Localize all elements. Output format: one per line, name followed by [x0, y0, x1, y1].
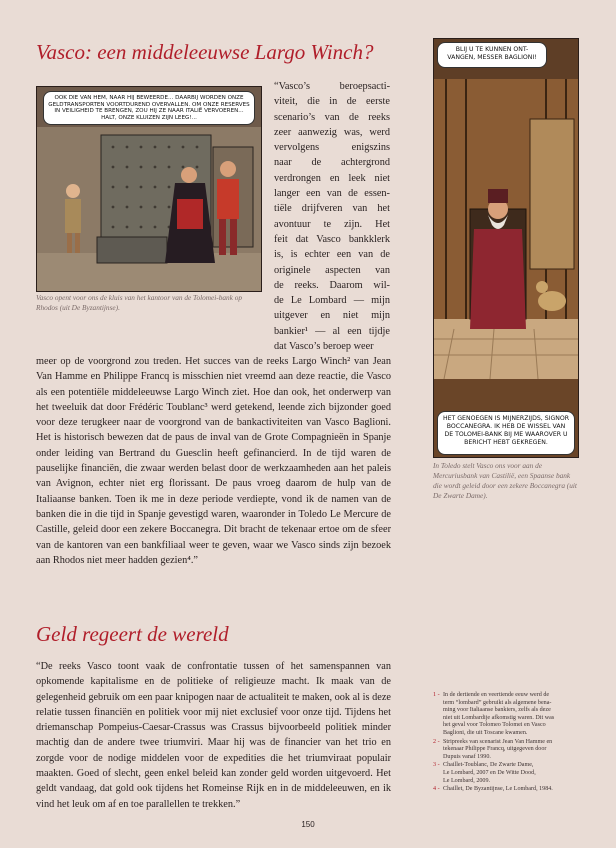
section-title-vasco: Vasco: een middeleeuwse Largo Winch?: [36, 40, 374, 64]
footnote-line: Baglioni, die uit Toscane kwamen.: [443, 729, 528, 736]
footnote-1: [433, 692, 583, 738]
comic-panel-toledo: [433, 38, 579, 458]
intro-line: uitgever en niet mijn: [274, 310, 390, 322]
intro-column: [274, 79, 390, 354]
footnote-3: [433, 762, 583, 785]
footnote-number: 1 -: [433, 692, 440, 698]
intro-line: de reeks. Daarom wil-: [274, 279, 390, 291]
footnote-text: [443, 762, 536, 785]
footnote-4: [433, 786, 583, 794]
caption-vault: Vasco opent voor ons de kluis van het kantoor van de Tolomei-bank op Rhodos (uit De Byzantijnse).: [36, 293, 243, 312]
footnotes: [433, 692, 583, 795]
toledo-illustration: [434, 39, 578, 457]
footnote-line: Stripreeks van scenarist Jean Van Hamme en: [443, 738, 553, 745]
footnote-text: [443, 786, 553, 794]
intro-line: scenario’s van de reeks: [274, 111, 390, 123]
intro-line: verdrongen en leek niet: [274, 172, 390, 184]
footnote-line: tekenaar Philippe Francq, uitgegeven door: [443, 746, 547, 753]
footnote-line: Chaillet, De Byzantijnse, Le Lombard, 1984.: [443, 786, 553, 793]
speech-bubble-vault: OOK DIE VAN HEM, NAAR HIJ BEWEERDE... DAARBIJ WORDEN ONZE GELDTRANSPORTEN VOORTDUREND OVERVALLEN. OM ONZE RESERVES IN VEILIGHEID TE BRENGEN, ZOU HIJ ZE NAAR ITALIË VERVOEREN... HALT, ONZE KLUIZEN ZIJN LEEG!...: [43, 91, 255, 125]
footnote-line: Chaillet-Toublanc, De Zwarte Dame,: [443, 762, 534, 769]
intro-line: bankier¹ — al een tijdje: [274, 325, 390, 337]
comic-panel-vault: [36, 86, 262, 292]
footnote-line: term “lombard” gebruikt als algemene bena-: [443, 699, 552, 706]
footnote-number: 2 -: [433, 738, 440, 745]
vasco-paragraph-text: meer op de voorgrond zou treden. Het succes van de reeks Largo Winch² van Jean Van Hamme en Philippe Francq is misschien niet vreemd aan deze reactie, die Vasco als een potentiële middeleeuwse Largo Winch ziet. Hoe dan ook, het onderwerp van het tweeluik dat door Frédéric Toublanc³ werd getekend, leende zich bijzonder goed voor deze terugkeer naar de voorgrond van de bankactiviteiten van Vasco Baglioni. Het is historisch bewezen dat de paus de inval van de Grote Compagnieën in Spanje onder leiding van Bertrand du Guesclin heeft gefinancierd. In de tijd waren de pauselijke financiën, die zwaar werden belast door de werkzaamheden aan het paleis van Avignon, echter niet erg florissant. De paus vroeg daarom de hulp van de Italiaanse banken. Toen ik me in deze periode verdiepte, vond ik de namen van de banken die in die tijd in Spanje gevestigd waren, waaronder in Toledo Le Mercure de Castille, geleid door een zekere Boccanegra. Dit bracht de tekenaar ertoe om de sfeer van de kantoren van een bankfiliaal weer te geven, waar we Vasco sinds zijn bezoek aan Rhodos niet meer hadden gezien⁴.”: [36, 356, 391, 566]
footnote-text: [443, 739, 552, 762]
intro-line: dat Vasco’s beroep weer: [274, 341, 374, 353]
geld-paragraph: [36, 659, 391, 812]
intro-line: vervolgens enigszins: [274, 142, 390, 154]
footnote-line: Le Lombard, 2007 en De Witte Dood,: [443, 769, 536, 776]
intro-line: tiële drijfveren van het: [274, 203, 390, 215]
footnote-line: het geval voor Tolomeo Tolomei en Vasco: [443, 722, 546, 729]
vasco-paragraph: [36, 354, 391, 568]
caption-toledo: In Toledo stelt Vasco ons voor aan de Mercuriusbank van Castilië, een Spaanse bank die wordt geleid door een zekere Boccanegra (uit De Zwarte Dame).: [433, 461, 577, 500]
footnote-line: niet uit Lombardije afkomstig waren. Dit was: [443, 714, 555, 721]
intro-line: originele aspecten van: [274, 264, 390, 276]
speech-bubble-top: BLIJ U TE KUNNEN ONT-VANGEN, MESSER BAGLIONI!: [437, 42, 547, 68]
intro-line: langer een van de essen-: [274, 188, 390, 200]
footnote-text: [443, 692, 554, 738]
footnote-line: Le Lombard, 2009.: [443, 777, 491, 784]
intro-line: is, is echter een van de: [274, 249, 390, 261]
footnote-line: In de dertiende en veertiende eeuw werd de: [443, 692, 550, 698]
footnote-number: 3 -: [433, 762, 440, 769]
section-title-geld: Geld regeert de wereld: [36, 622, 229, 646]
footnote-number: 4 -: [433, 786, 440, 793]
intro-line: avontuur te zijn. Het: [274, 218, 390, 230]
speech-bubble-bottom: HET GENOEGEN IS MIJNERZIJDS, SIGNOR BOCCANEGRA. IK HEB DE WISSEL VAN DE TOLOMEI-BANK BIJ ME WAAROVER U BERICHT HEBT GEKREGEN.: [437, 411, 575, 455]
intro-line: “Vasco’s beroepsacti-: [274, 81, 390, 92]
footnote-2: [433, 739, 583, 762]
intro-line: de Le Lombard — mijn: [274, 295, 390, 307]
intro-line: viteit, die in de eerste: [274, 96, 390, 108]
footnote-line: ming voor Italiaanse bankiers, zelfs als deze: [443, 707, 551, 714]
page-number: 150: [301, 820, 315, 829]
intro-line: feit dat Vasco bankklerk: [274, 233, 390, 245]
geld-paragraph-text: “De reeks Vasco toont vaak de confrontatie tussen of het samenspannen van opkomende kapitalisme en de politieke of religieuze macht. Ik maak van de gelegenheid gebruik om een paar knipogen naar de actualiteit te maken, ook al is deze relatie tussen financiën en politiek voor mij niet exclusief voor onze tijd. Tijdens het driemanschap Pompeius-Caesar-Crassus was Crassus bijvoorbeeld politiek minder machtig dan de andere twee triumviri. Maar hij was de financier van het trio en zorgde voor de nodige middelen voor de expedities die het triumviraat populair maakten. Goed of slecht, geen enkel beleid kan zonder geld worden uitgevoerd. Het geldt vandaag, dat gold ook tijdens het Romeinse Rijk en in de middeleeuwen, en ik vind het leuk om af en toe parallellen te trekken.”: [36, 661, 391, 810]
intro-line: naar de achtergrond: [274, 157, 390, 169]
footnote-line: Dupuis vanaf 1990.: [443, 753, 491, 760]
intro-line: zeer aanwezig was, werd: [274, 126, 390, 138]
